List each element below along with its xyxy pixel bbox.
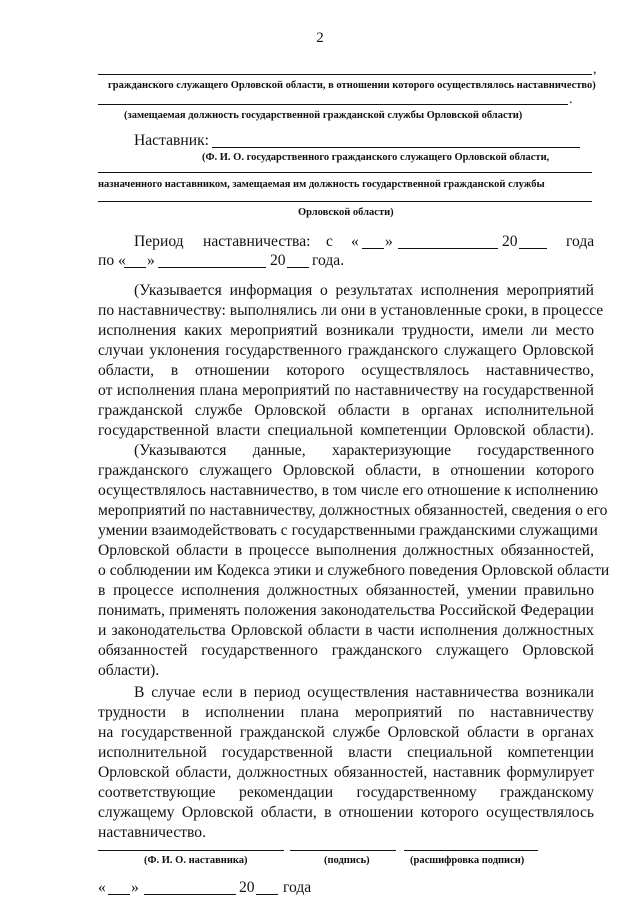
date-day-blank: [108, 894, 130, 895]
paragraph-1-line: от исполнения плана мероприятий по наставничеству на государственной: [98, 382, 594, 399]
paragraph-3-line: В случае если в период осуществления наставничества возникали: [134, 684, 594, 701]
paragraph-3-line: наставничество.: [98, 824, 207, 841]
paragraph-1-line: по наставничеству: выполнялись ли они в установленные сроки, в процессе: [98, 302, 604, 319]
period-mark: .: [569, 92, 573, 107]
mentorship-word: наставничества:: [203, 233, 311, 250]
to-month-blank: [158, 267, 266, 268]
paragraph-3-line: соответствующие рекомендации государственному гражданскому: [98, 784, 594, 801]
to-day-blank: [124, 267, 146, 268]
from-year-blank: [519, 248, 547, 249]
date-year-blank: [256, 894, 278, 895]
mentor-line-3: [98, 201, 592, 202]
date-year-prefix: 20: [239, 879, 255, 896]
from-year-word: года: [566, 233, 595, 250]
paragraph-1-line: исполнения каких мероприятий возникали трудности, имели ли место: [98, 322, 594, 339]
from-month-blank: [398, 248, 498, 249]
from-day-blank: [362, 248, 384, 249]
date-month-blank: [144, 894, 236, 895]
paragraph-2-line: гражданского служащего Орловской области, в отношении которого: [98, 462, 594, 479]
paragraph-3-line: исполнительной государственной власти специальной компетенции: [98, 744, 594, 761]
paragraph-1-line: (Указывается информация о результатах исполнения мероприятий: [134, 282, 594, 299]
signature-name-line: [98, 850, 284, 851]
paragraph-2-line: мероприятий по наставничеству, должностных обязанностей, сведения о его: [98, 502, 608, 519]
from-quote-open: «: [351, 233, 359, 250]
mentor-line-2: [98, 172, 592, 173]
paragraph-2-line: обязанностей государственного гражданского служащего Орловской: [98, 642, 594, 659]
caption-mentor-name: (Ф. И. О. наставника): [144, 855, 248, 866]
from-year-prefix: 20: [502, 233, 518, 250]
mentor-label: Наставник:: [134, 132, 209, 149]
servant-name-line: [98, 74, 592, 75]
date-quote-open: «: [98, 879, 106, 896]
signature-sign-line: [290, 850, 396, 851]
paragraph-2-line: понимать, применять положения законодательства Российской Федерации: [98, 602, 594, 619]
to-year-prefix: 20: [270, 252, 286, 269]
paragraph-1-line: случаи уклонения государственного гражданского служащего Орловской: [98, 342, 594, 359]
to-year-blank: [287, 267, 309, 268]
paragraph-2-line: (Указываются данные, характеризующие государственного: [134, 442, 594, 459]
paragraph-3-line: Орловской области, должностных обязанностей, наставник формулирует: [98, 764, 594, 781]
comma: ,: [593, 62, 597, 77]
to-start: по «: [98, 252, 126, 269]
paragraph-3-line: на государственной гражданской службе Орловской области в органах: [98, 724, 594, 741]
paragraph-1-line: государственной власти специальной компетенции Орловской области).: [98, 422, 594, 439]
to-year-word: года.: [312, 252, 345, 269]
signature-decode-line: [404, 850, 538, 851]
mentor-caption-3: Орловской области): [298, 207, 394, 218]
paragraph-2-line: области).: [98, 662, 160, 679]
to-quote-close: »: [147, 252, 155, 269]
caption-signature: (подпись): [324, 855, 370, 866]
mentor-caption-2: назначенного наставником, замещаемая им должность государственной гражданской службы: [98, 179, 545, 190]
caption-signature-decode: (расшифровка подписи): [410, 855, 525, 866]
paragraph-3-line: служащему Орловской области, в отношении которого осуществлялось: [98, 804, 594, 821]
page-number: 2: [316, 30, 324, 46]
paragraph-3-line: трудности в исполнении плана мероприятий по наставничеству: [98, 704, 594, 721]
date-quote-close: »: [131, 879, 139, 896]
paragraph-2-line: Орловской области в процессе выполнения должностных обязанностей,: [98, 542, 594, 559]
position-line: [98, 104, 568, 105]
from-word: с: [326, 233, 333, 250]
paragraph-2-line: осуществлялось наставничество, в том числе его отношение к исполнению: [98, 482, 599, 499]
paragraph-2-line: умении взаимодействовать с государственными гражданскими служащими: [98, 522, 598, 539]
mentor-caption-1: (Ф. И. О. государственного гражданского служащего Орловской области,: [202, 152, 550, 163]
paragraph-1-line: области, в отношении которого осуществлялось наставничество,: [98, 362, 594, 379]
paragraph-2-line: в процессе исполнения должностных обязанностей, умении правильно: [98, 582, 594, 599]
paragraph-2-line: и законодательства Орловской области в части исполнения должностных: [98, 622, 594, 639]
period-word: Период: [134, 233, 184, 250]
caption-servant: гражданского служащего Орловской области, в отношении которого осуществлялось наставничество): [108, 80, 596, 91]
paragraph-1-line: гражданской службе Орловской области в органах исполнительной: [98, 402, 594, 419]
mentor-line: [212, 147, 580, 148]
caption-position: (замещаемая должность государственной гражданской службы Орловской области): [124, 110, 523, 121]
paragraph-2-line: о соблюдении им Кодекса этики и служебного поведения Орловской области: [98, 562, 610, 579]
from-quote-close: »: [385, 233, 393, 250]
date-year-word: года: [283, 879, 312, 896]
